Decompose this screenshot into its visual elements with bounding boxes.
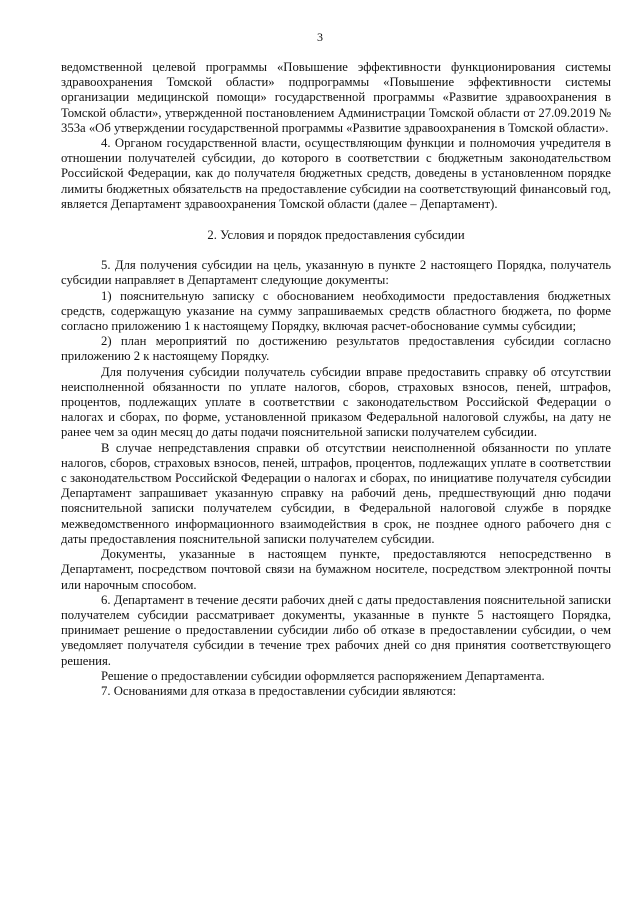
page-number: 3: [317, 30, 323, 44]
paragraph-tax-certificate: Для получения субсидии получатель субсидии вправе предоставить справку об отсутствии неисполненной обязанности по уплате налогов, сборов, страховых взносов, пеней, штрафов, процентов, подлежащих уплате в соответствии с законодательством Российской Федерации о налогах и сборах, по форме, установленной приказом Федеральной налоговой службы, на дату не ранее чем за один месяц до даты подачи пояснительной записки получателем субсидии.: [61, 364, 611, 440]
paragraph-subitem-2: 2) план мероприятий по достижению результатов предоставления субсидии согласно приложению 2 к настоящему Порядку.: [61, 334, 611, 364]
paragraph-subitem-1: 1) пояснительную записку с обоснованием необходимости предоставления бюджетных средств, содержащую указание на сумму запрашиваемых средств областного бюджета, по форме согласно приложению 1 к настоящему Порядку, включая расчет-обоснование суммы субсидии;: [61, 288, 611, 334]
paragraph-program-reference: ведомственной целевой программы «Повышение эффективности функционирования системы здравоохранения Томской области» подпрограммы «Повышение эффективности системы организации медицинской помощи» государственной программы «Развитие здравоохранения в Томской области», утвержденной постановлением Администрации Томской области от 27.09.2019 № 353а «Об утверждении государственной программы «Развитие здравоохранения в Томской области».: [61, 60, 611, 135]
document-body: [61, 60, 611, 699]
paragraph-item-7: 7. Основаниями для отказа в предоставлении субсидии являются:: [101, 683, 457, 698]
paragraph-item-6: 6. Департамент в течение десяти рабочих дней с даты предоставления пояснительной записки получателем субсидии рассматривает документы, указанные в пункте 5 настоящего Порядка, принимает решение о предоставлении субсидии либо об отказе в предоставлении субсидии, о чем уведомляет получателя субсидии в течение трех рабочих дней со дня принятия соответствующего решения.: [61, 592, 611, 668]
paragraph-certificate-request: В случае непредставления справки об отсутствии неисполненной обязанности по уплате налогов, сборов, страховых взносов, пеней, штрафов, процентов, подлежащих уплате в соответствии с законодательством Российской Федерации о налогах и сборах, по инициативе получателя субсидии Департамент запрашивает указанную справку на рабочий день, предшествующий дню подачи пояснительной записки получателем субсидии, в Федеральной налоговой службе в порядке межведомственного информационного взаимодействия в срок, не позднее одного рабочего дня с даты предоставления пояснительной записки получателем субсидии.: [61, 440, 611, 546]
paragraph-submission-methods: Документы, указанные в настоящем пункте, предоставляются непосредственно в Департамент, посредством почтовой связи на бумажном носителе, посредством электронной почты или нарочным способом.: [61, 547, 611, 592]
paragraph-decision: Решение о предоставлении субсидии оформляется распоряжением Департамента.: [101, 668, 545, 683]
paragraph-item-4: 4. Органом государственной власти, осуществляющим функции и полномочия учредителя в отношении получателей субсидии, до которого в соответствии с бюджетным законодательством Российской Федерации, как до получателя бюджетных средств, доведены в установленном порядке лимиты бюджетных обязательств на предоставление субсидии на соответствующий финансовый год, является Департамент здравоохранения Томской области (далее – Департамент).: [61, 136, 611, 211]
section-heading: 2. Условия и порядок предоставления субсидии: [207, 228, 465, 243]
paragraph-item-5: 5. Для получения субсидии на цель, указанную в пункте 2 настоящего Порядка, получатель субсидии направляет в Департамент следующие документы:: [61, 258, 611, 288]
